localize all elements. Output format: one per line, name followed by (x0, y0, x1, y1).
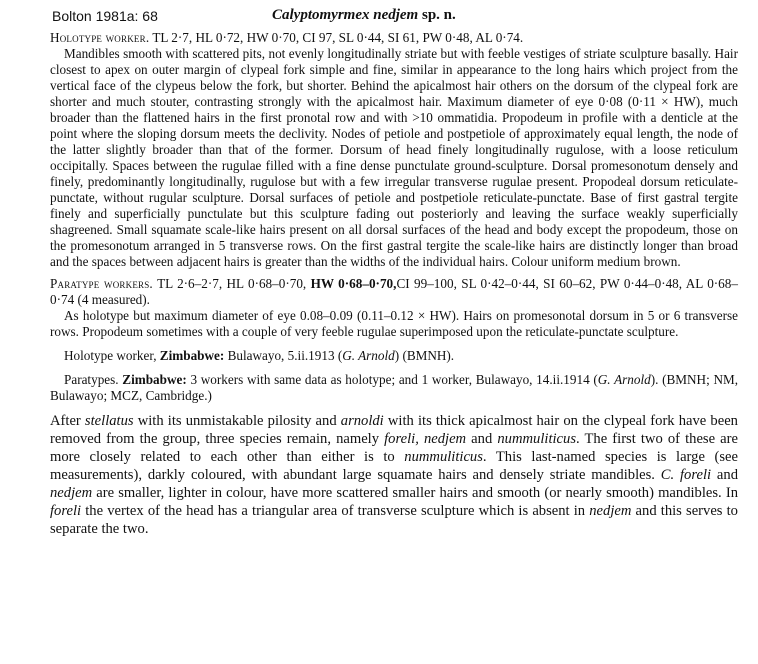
species-arnoldi: arnoldi (340, 413, 384, 429)
holotype-measurements (50, 30, 738, 46)
holotype-record-post: ) (BMNH). (394, 348, 455, 363)
species-designation: sp. n. (418, 7, 456, 23)
paratype-label: Paratype workers. (50, 276, 153, 291)
paratype-measurements-bold: HW 0·68–0·70, (310, 276, 397, 291)
paratype-measurements (50, 276, 738, 308)
discussion-text: After (50, 413, 85, 429)
discussion (50, 412, 738, 538)
discussion-text: with its thick apicalmost hair on the clypeal fork have been removed from the group, three species remain, namely (50, 413, 738, 447)
species-title (272, 7, 456, 24)
holotype-record-mid: Bulawayo, 5.ii.1913 ( (224, 348, 343, 363)
species-nedjem: nedjem (589, 503, 632, 519)
species-foreli-nedjem: foreli, nedjem (384, 431, 467, 447)
discussion-text: are smaller, lighter in colour, have more scattered smaller hairs and smooth (or nearly smooth) mandibles. In (92, 485, 738, 501)
species-nummuliticus: nummuliticus (404, 449, 483, 465)
holotype-record-country: Zimbabwe: (159, 348, 225, 363)
paratypes-record-pre: Paratypes. (64, 372, 123, 387)
paratypes-record-mid: 3 workers with same data as holotype; and 1 worker, Bulawayo, 14.ii.1914 ( (186, 372, 598, 387)
paratype-description: As holotype but maximum diameter of eye 0.08–0.09 (0.11–0.12 × HW). Hairs on promesonotal dorsum in 5 or 6 transverse rows. Propodeum sometimes with a couple of very feeble rugulae superimposed upon the reticulate-punctate sculpture. (50, 308, 738, 339)
discussion-text: the vertex of the head has a triangular area of transverse sculpture which is absent in (81, 503, 590, 519)
holotype-record-collector: G. Arnold (342, 348, 395, 363)
holotype-description: Mandibles smooth with scattered pits, not evenly longitudinally striate but with feeble vestiges of striate sculpture basally. Hair closest to apex on outer margin of clypeal fork simple and fine, similar in appearance to the long hairs which project from the vertical face of the clypeus below the fork, but shorter. Behind the apicalmost hair others on the dorsum of the clypeal fork are shorter and much stouter, contrasting strongly with the apicalmost hair. Maximum diameter of eye 0·08 (0·11 × HW), much broader than the flattened hairs in the first pronotal row and with >10 ommatidia. Propodeum in profile with a denticle at the point where the sloping dorsum meets the declivity. Nodes of petiole and postpetiole of approximately equal length, the node of the latter slightly broader than that of the former. Dorsum of head finely longitudinally rugulose, with a loose reticulum occipitally. Spaces between the rugulae filled with a fine dense punctulate ground-sculpture. Dorsal promesonotum densely and finely, predominantly longitudinally, rugulose but with a few irregular transverse rugulae present. Propodeal dorsum reticulate-punctate, without rugular sculpture. Dorsal surfaces of petiole and postpetiole reticulate-punctate. Base of first gastral tergite finely and superficially punctulate but this sculpture fading out posteriorly and leaving the surface weakly superficially shagreened. Small squamate scale-like hairs present on all dorsal surfaces of the head and body except the propodeum, those on the promesonotum arranged in 5 transverse rows. On the first gastral tergite the scale-like hairs are distinctly longer than broad and the spaces between adjacent hairs is greater than the widths of the individual hairs. Colour uniform medium brown. (50, 46, 738, 269)
paratype-measurements-b: CI 99–100, SL 0·42–0·44, SI 60–62, PW 0·44–0·48, AL 0·68–0·74 (4 measured). (50, 276, 738, 307)
citation: Bolton 1981a: 68 (52, 8, 158, 24)
discussion-text: and this serves to separate the two. (50, 503, 738, 537)
holotype-record-pre: Holotype worker, (64, 348, 160, 363)
discussion-text: with its unmistakable pilosity and (133, 413, 341, 429)
discussion-text: . This last-named species is large (see measurements), darkly coloured, with abundant large squamate hairs and densely striate mandibles. (50, 449, 738, 483)
document-page (50, 6, 738, 538)
paratypes-record-country: Zimbabwe: (122, 372, 187, 387)
paratypes-record-collector: G. Arnold (597, 372, 651, 387)
discussion-text: . The first two of these are more closely related to each other than either is to (50, 431, 738, 465)
discussion-text: and (466, 431, 498, 447)
species-foreli: foreli (50, 503, 82, 519)
discussion-text: and (711, 467, 738, 483)
holotype-label: Holotype worker. (50, 30, 150, 45)
paratypes-record (50, 372, 738, 404)
species-name: Calyptomyrmex nedjem (272, 7, 419, 23)
species-nedjem: nedjem (50, 485, 93, 501)
species-c-foreli: C. foreli (660, 467, 712, 483)
paratypes-record-post: ). (BMNH; NM, Bulawayo; MCZ, Cambridge.) (50, 372, 738, 403)
holotype-measurement-values: TL 2·7, HL 0·72, HW 0·70, CI 97, SL 0·44, SI 61, PW 0·48, AL 0·74. (149, 30, 524, 45)
species-nummuliticus: nummuliticus (497, 431, 577, 447)
holotype-record (50, 348, 738, 364)
paratype-measurements-a: TL 2·6–2·7, HL 0·68–0·70, (152, 276, 311, 291)
species-stellatus: stellatus (84, 413, 134, 429)
header (50, 6, 738, 30)
